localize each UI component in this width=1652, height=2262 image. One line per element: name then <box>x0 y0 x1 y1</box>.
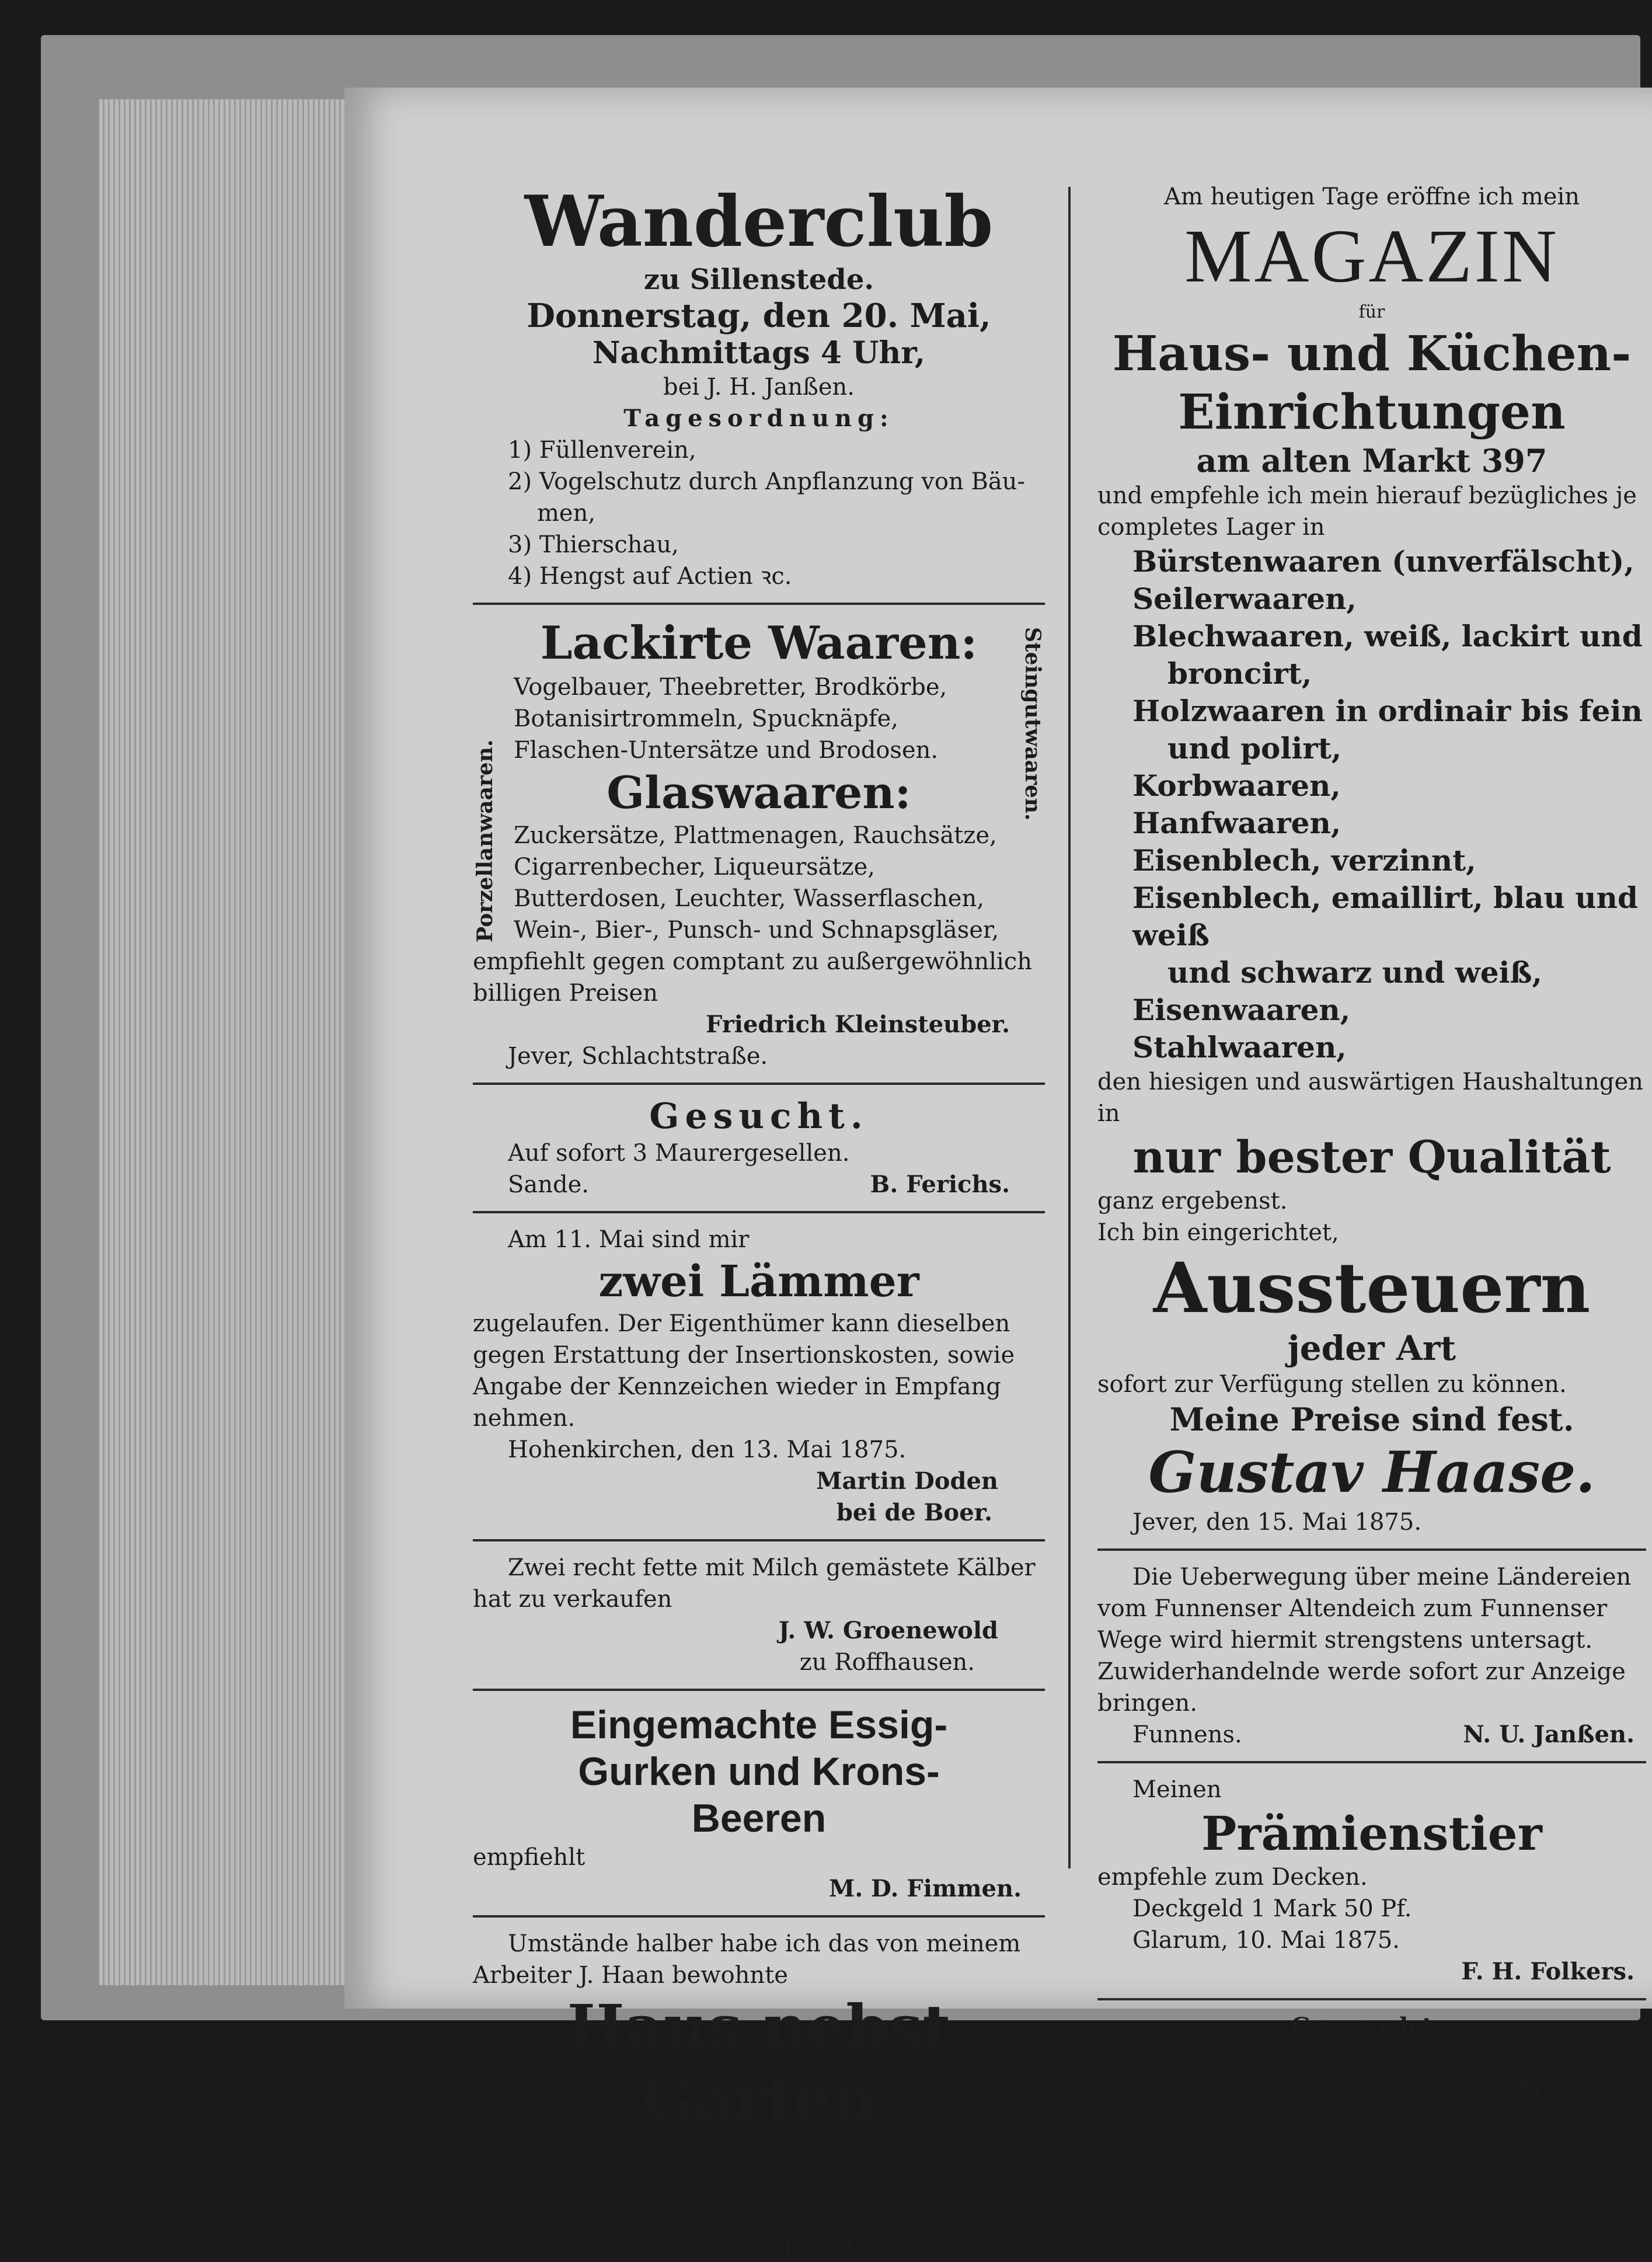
magazin-fuer: für <box>1358 302 1385 322</box>
magazin-goods-list <box>1097 543 1646 1066</box>
agenda-item: men, <box>537 500 596 527</box>
laemmer-title: zwei Lämmer <box>598 1257 919 1307</box>
magazin-title: MAGAZIN <box>1184 214 1559 298</box>
goods-item: Holzwaaren in ordinair bis fein <box>1132 694 1643 728</box>
goods-item: Bürstenwaaren (unverfälscht), <box>1132 544 1634 579</box>
ad-essig-gurken <box>473 1701 1045 1905</box>
goods-item: Eisenblech, emaillirt, blau und weiß <box>1132 881 1638 952</box>
divider <box>473 1689 1045 1691</box>
kaelber-text: Zwei recht fette mit Milch gemästete Kälber hat zu verkaufen <box>473 1554 1036 1613</box>
gesucht-sign: B. Ferichs. <box>870 1171 1010 1198</box>
divider <box>1097 1998 1646 2000</box>
magazin-text-2: den hiesigen und auswärtigen Haushaltungen in <box>1097 1069 1643 1127</box>
wanderclub-host: bei J. H. Janßen. <box>663 374 855 401</box>
magazin-prices: Meine Preise sind fest. <box>1169 1401 1574 1438</box>
haus-intro: Umstände halber habe ich das von meinem Arbeiter J. Haan bewohnte <box>473 1930 1021 1989</box>
side-label-steingut: Steingutwaaren. <box>1020 627 1045 821</box>
wanderclub-title: Wanderclub <box>524 180 994 263</box>
magazin-title-3: Einrichtungen <box>1178 384 1566 440</box>
ueberweg-sign: N. U. Janßen. <box>1463 1721 1634 1748</box>
agenda-item: 4) Hengst auf Actien ꝛc. <box>508 563 792 590</box>
side-label-porzellan: Porzellanwaaren. <box>473 739 497 942</box>
gesucht-footer <box>473 1169 1045 1200</box>
ad-magazin <box>1097 181 1646 1538</box>
essig-title-1: Eingemachte Essig- <box>570 1703 948 1747</box>
goods-item: Blechwaaren, weiß, lackirt und <box>1132 619 1643 653</box>
stier-title: Prämienstier <box>1201 1806 1542 1861</box>
agenda-item: 3) Thierschau, <box>508 531 679 558</box>
essig-sign: M. D. Fimmen. <box>829 1875 1022 1902</box>
laemmer-intro: Am 11. Mai sind mir <box>508 1226 750 1253</box>
magazin-text-5: sofort zur Verfügung stellen zu können. <box>1097 1371 1567 1398</box>
gesucht2-title: Gesucht. <box>1291 2013 1453 2040</box>
ad-wanderclub <box>473 181 1045 592</box>
divider <box>473 1539 1045 1541</box>
haus-text: von jetzt an bis Mai 1876 zu verpachten. Pachtliebhaber wollen sich an mich wenden. <box>473 2138 1001 2197</box>
goods-item: Korbwaaren, <box>1132 768 1341 803</box>
magazin-date: Jever, den 15. Mai 1875. <box>1132 1509 1422 1536</box>
divider <box>473 1083 1045 1085</box>
column-divider <box>1068 187 1071 1868</box>
gesucht-location: Sande. <box>508 1171 590 1198</box>
divider <box>473 1211 1045 1213</box>
ad-zwei-laemmer <box>473 1224 1045 1529</box>
magazin-aussteuern: Aussteuern <box>1153 1247 1591 1328</box>
haus-title: Haus nebst Garten <box>567 1991 951 2135</box>
goods-item: Seilerwaaren, <box>1132 582 1357 616</box>
ad-haus-nebst-garten <box>473 1928 1045 2262</box>
ueberweg-footer <box>1097 1719 1646 1751</box>
divider <box>473 1915 1045 1918</box>
laemmer-sign2: bei de Boer. <box>836 1499 992 1526</box>
page-edges <box>99 99 344 1985</box>
agenda-item: 1) Füllenverein, <box>508 437 696 464</box>
magazin-quality: nur bester Qualität <box>1132 1131 1611 1183</box>
gesucht2-sign: J. G. Freese. <box>1456 2076 1611 2103</box>
gesucht2-line: Auf gleich ein Dienstmädchen. <box>1132 2045 1496 2072</box>
ad-kaelber <box>473 1552 1045 1678</box>
agenda-item: 2) Vogelschutz durch Anpflanzung von Bäu- <box>508 468 1025 495</box>
magazin-address: am alten Markt 397 <box>1196 442 1548 479</box>
ad-gesucht-maurer <box>473 1095 1045 1200</box>
haus-sign: J. W. Groenewold. <box>782 2232 1010 2260</box>
goods-item: Eisenwaaren, <box>1132 993 1351 1027</box>
essig-title-3: Beeren <box>691 1796 827 1840</box>
magazin-intro: Am heutigen Tage eröffne ich mein <box>1163 183 1580 210</box>
wanderclub-date: Donnerstag, den 20. Mai, <box>527 297 991 335</box>
ad-lackirte-waaren <box>473 615 1045 946</box>
ueberweg-location: Funnens. <box>1132 1721 1242 1748</box>
magazin-text-4: Ich bin eingerichtet, <box>1097 1219 1339 1246</box>
goods-item: Stahlwaaren, <box>1132 1030 1347 1064</box>
lackirte-title: Lackirte Waaren: <box>540 617 978 670</box>
magazin-text: und empfehle ich mein hierauf bezügliches je completes Lager in <box>1097 482 1637 541</box>
magazin-jeder-art: jeder Art <box>1287 1328 1456 1368</box>
gesucht2-footer <box>1097 2074 1646 2106</box>
laemmer-sign: Martin Doden <box>816 1467 998 1495</box>
ad-ueberwegung <box>1097 1561 1646 1751</box>
ad-praemienstier <box>1097 1774 1646 1988</box>
lackirte-text: Vogelbauer, Theebretter, Brodkörbe, Botanisirtrommeln, Spucknäpfe, Flaschen-Untersätze und Brodosen. <box>514 674 947 764</box>
gesucht-line: Auf sofort 3 Maurergesellen. <box>508 1140 850 1167</box>
lackirte-offer: empfiehlt gegen comptant zu außergewöhnlich billigen Preisen <box>473 948 1032 1007</box>
lackirte-sign: Friedrich Kleinsteuber. <box>706 1011 1010 1038</box>
gesucht-title: Gesucht. <box>649 1096 869 1137</box>
newspaper-page <box>344 88 1652 2260</box>
magazin-title-2: Haus- und Küchen- <box>1112 326 1632 382</box>
stier-sign: F. H. Folkers. <box>1461 1958 1634 1985</box>
stier-intro: Meinen <box>1132 1776 1222 1803</box>
goods-item: broncirt, <box>1167 656 1312 691</box>
glaswaaren-text: Zuckersätze, Plattmenagen, Rauchsätze, Cigarrenbecher, Liqueursätze, Butterdosen, Leuchter, Wasserflaschen, Wein-, Bier-, Punsch- und Schnapsgläser, <box>514 822 999 944</box>
laemmer-text: zugelaufen. Der Eigenthümer kann dieselben gegen Erstattung der Insertionskosten, sowie Angabe der Kennzeichen wieder in Empfang nehmen. <box>473 1310 1015 1432</box>
right-column <box>1097 181 1646 2106</box>
goods-item: Hanfwaaren, <box>1132 806 1341 840</box>
kaelber-sign2: zu Roffhausen. <box>799 1649 975 1676</box>
wanderclub-agenda-title: Tagesordnung: <box>623 405 894 432</box>
divider <box>1097 1761 1646 1763</box>
haus-date: Roffhausen, den 12. Mai 1875. <box>508 2201 872 2228</box>
ueberweg-text: Die Ueberwegung über meine Ländereien vom Funnenser Altendeich zum Funnenser Wege wird hiermit strengstens untersagt. Zuwiderhandelnde werde sofort zur Anzeige bringen. <box>1097 1564 1632 1717</box>
goods-item: und schwarz und weiß, <box>1167 955 1542 990</box>
wanderclub-place: zu Sillenstede. <box>643 263 874 296</box>
glaswaaren-title: Glaswaaren: <box>607 767 911 819</box>
lackirte-location: Jever, Schlachtstraße. <box>508 1043 768 1070</box>
magazin-sign: Gustav Haase. <box>1148 1439 1595 1505</box>
book-photo <box>41 35 1643 2260</box>
ad-gesucht-dienstmaedchen <box>1097 2011 1646 2106</box>
goods-item: und polirt, <box>1167 731 1342 765</box>
divider <box>1097 1548 1646 1551</box>
gesucht2-location: Hooksiel. <box>1132 2076 1243 2103</box>
laemmer-date: Hohenkirchen, den 13. Mai 1875. <box>508 1436 907 1463</box>
essig-title-2: Gurken und Krons- <box>578 1749 940 1794</box>
stier-date: Glarum, 10. Mai 1875. <box>1132 1927 1400 1954</box>
stier-text: empfehle zum Decken. <box>1097 1864 1368 1891</box>
kaelber-sign: J. W. Groenewold <box>778 1617 998 1644</box>
essig-text: empfiehlt <box>473 1844 585 1871</box>
left-column <box>473 181 1045 2262</box>
magazin-text-3: ganz ergebenst. <box>1097 1188 1288 1214</box>
goods-item: Eisenblech, verzinnt, <box>1132 843 1476 878</box>
wanderclub-time: Nachmittags 4 Uhr, <box>592 335 926 371</box>
stier-fee: Deckgeld 1 Mark 50 Pf. <box>1132 1895 1412 1922</box>
divider <box>473 603 1045 605</box>
